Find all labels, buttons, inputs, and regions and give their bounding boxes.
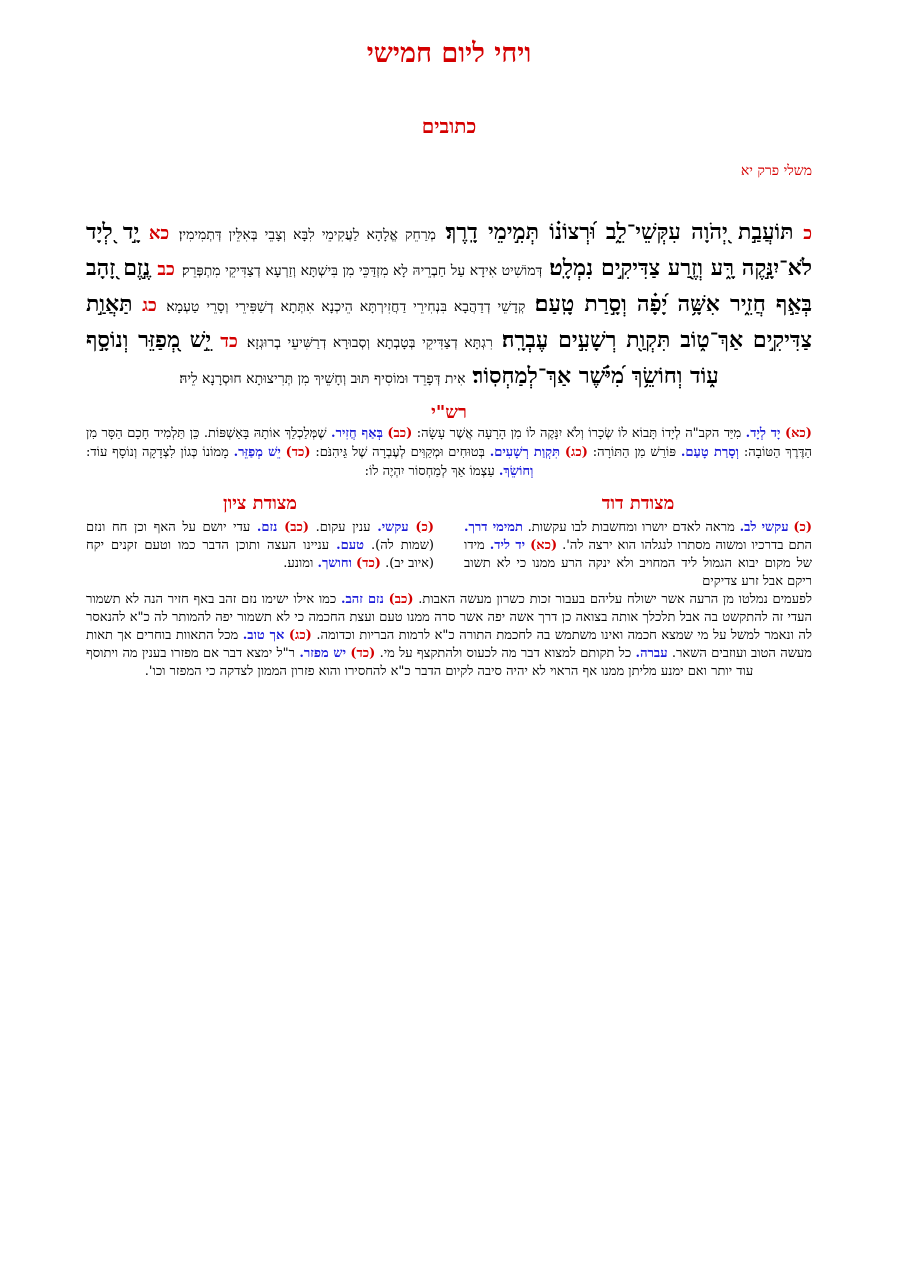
verse-number: כב [157, 259, 175, 280]
metzudat-zion-column [86, 493, 434, 591]
verse-hebrew: יֵ֣שׁ מְ֭פַזֵּר וְנוֹסָ֣ף ע֑וֹד וְחוֹשֵׂ֥ךְ מִ֝יֹּ֗שֶׁר אַךְ־לְמַחְסֽוֹר׃ [86, 327, 719, 389]
commentary-text: כמו אילו ישימו נזם זהב באף חזיר הנה לא תשמור העדי זה להתקשט בה אבל תלכלך אותה בצואה כן דרך אשה יפה אשר סרה ממנו טעם ועצת החכמה כי לא תשמור יפה להמותר לה כ"א להנאסר לה ונאמר למשל על מי שמצא חכמה ואינו משתמש בה לחכמת התורה כ"א לרמות הבריות וכדומה. [86, 592, 812, 643]
commentary-text: מכל התאוות בוחרים אך תאות מעשה הטוב ועוזבים השאר. [86, 628, 812, 661]
commentary-heading-word: וְחוֹשֵׂךְ. [498, 464, 534, 479]
metzudat-david-text [464, 519, 812, 591]
commentary-heading-word: בְּאַף חֲזִיר. [331, 426, 383, 441]
commentary-heading-word: נזם זהב. [340, 592, 384, 607]
commentary-heading-word: יד ליד. [489, 538, 526, 553]
metzudat-zion-heading: מצודת ציון [223, 493, 297, 514]
commentary-heading-word: עקשי לב. [739, 520, 789, 535]
commentary-heading-word: יָד לְיָד. [745, 426, 781, 441]
commentary-heading-word: נזם. [256, 520, 278, 535]
commentary-heading-word: עברה. [635, 646, 668, 661]
verse-targum: אִית דְּפָרֵד וּמוֹסִיף תּוּב וְחָשֵׁיךְ מִן תְּרִיצוּתָא חוּסְרָנָא לֵיהּ׃ [179, 371, 466, 387]
commentary-heading-word: תִּקְוַת רְשָׁעִים. [489, 445, 561, 460]
section-title: כתובים [421, 114, 477, 138]
commentary-heading-word: וחושך. [317, 556, 352, 571]
commentary-heading-word: אך טוב. [242, 628, 285, 643]
commentary-text: כל תקותם למצוא דבר מה לכעוס ולהתקצף על מי. [379, 646, 632, 661]
commentary-ref: (כ) [415, 520, 434, 535]
commentary-ref: (כג) [288, 628, 312, 643]
commentary-text: ענין עקום. [315, 520, 371, 535]
commentary-text: מִיַּד הקב"ה לְיָדוֹ תָּבוֹא לוֹ שְׂכָרוֹ וְלֹא יִנָּקֶה לוֹ מִן הָרָעָה אֲשֶׁר עָשָׂה: [416, 426, 742, 441]
verse-hebrew: תּוֹעֲבַ֣ת יְ֭הֹוָה עִקְּשֵׁי־לֵ֑ב וּ֝רְצוֹנ֗וֹ תְּמִ֣ימֵי דָֽרֶךְ׃ [445, 219, 794, 245]
verse-targum: דְּמוֹשִׁיט אִידָא עַל חַבְרֵיהּ לָא מִזְדַּכֵּי מִן בִּישְׁתָּא וְזַרְעָא דְצַדִּיקֵי מִתְפְּרֵק׃ [181, 263, 543, 279]
commentary-text: שֶׁמְּלַכְלֵךְ אוֹתָהּ בָּאַשְׁפּוֹת. כֵּן תַּלְמִיד חָכָם הַסָּר מִן הַדֶּרֶךְ הַטּוֹבָה: [86, 426, 812, 460]
commentary-text: ר"ל ימצא דבר אם מפזרו בענין מה ויתוסף עוד יותר ואם ימנע מליתן ממנו אף הראוי לא יהיה סיבה לקיום הדבר כ"א להחסירו והוא פזרון הממון לצדקה כי המפזר וכו'. [86, 646, 754, 679]
commentary-heading-word: טעם. [336, 538, 364, 553]
commentary-ref: (כד) [356, 556, 381, 571]
metzudat-david-continuation [86, 591, 812, 681]
verse-number: כא [148, 223, 170, 244]
commentary-heading-word: עקשי. [377, 520, 409, 535]
rashi-heading: רש"י [431, 402, 467, 423]
verse [179, 220, 812, 245]
commentary-heading-word: וְסָרַת טָעַם. [680, 445, 739, 460]
verse-hebrew: נֶ֣זֶם זָ֭הָב בְּאַ֣ף חֲזִ֑יר אִשָּׁ֥ה יָ֝פָ֗ה וְסָ֣רַת טָֽעַם׃ [86, 255, 812, 317]
commentary-text: ומונע. [283, 556, 314, 571]
metzudat-david-column [464, 493, 812, 591]
commentary-text: פּוֹרֵשׁ מִן הַתּוֹרָה: [592, 445, 677, 460]
verse-targum: רִגְתָּא דְצַדִּיקֵי בְּטָבְתָא וְסְבוּרָא דְרַשִּׁיעֵי בְרוּגְזָא׃ [246, 335, 493, 351]
commentary-text: מידו של מקום יבוא הגמול ליד המחויב ולא ינקה הרע ממנו כי לא תשוב ריקם אבל זרע צדיקים [464, 538, 812, 589]
page-title: ויחי ליום חמישי [366, 38, 532, 69]
rashi-commentary [86, 424, 812, 481]
commentary-ref: (כ) [793, 520, 812, 535]
chapter-label: משלי פרק יא [740, 163, 812, 179]
commentary-ref: (כב) [284, 520, 309, 535]
verse-targum: מְרַחֵק אֱלָהָא לַעֲקִימֵי לִבָּא וְצָבֵי בְּאִלֵּין דְּתְמִימִין׃ [178, 227, 436, 243]
verse-number: כג [142, 295, 157, 316]
commentary-ref: (כא) [784, 426, 812, 441]
commentary-text: בְּטוּחִים וּמְקַוִּים לְעֶבְרָה שֶׁל גֵּיהִנֹּם: [315, 445, 485, 460]
commentary-heading-word: תמימי דרך. [464, 520, 523, 535]
commentary-ref: (כב) [387, 426, 413, 441]
commentary-ref: (כא) [530, 538, 558, 553]
commentary-text: עדי יושם על האף וכן חח ונזם (שמות לה). [86, 520, 434, 553]
verse-targum: קְדָשֵׁי דְדַהֲבָא בִּנְחִירֵי דַחֲזִירְתָּא הֵיכְנָא אִתְּתָא דְשַׁפִּירֵי וְסָרֵי טַעְמָא׃ [166, 299, 526, 315]
commentary-text: התם בדרכיו ומשוה מסתרו לנגלהו הוא ירצה לה'. [562, 538, 813, 553]
commentary-heading-word: יש מפזר. [299, 646, 346, 661]
commentary-heading-word: יֵשׁ מְפַזֵּר. [233, 445, 281, 460]
verse-number: כד [220, 331, 238, 352]
commentary-text: מָמוֹנוֹ כְּגוֹן לִצְדָקָה וְנוֹסָף עוֹד: [86, 445, 229, 460]
commentary-ref: (כד) [350, 646, 376, 661]
commentary-ref: (כג) [564, 445, 588, 460]
verses-block [86, 216, 812, 396]
commentary-ref: (כד) [285, 445, 311, 460]
verse-number: כ [803, 223, 812, 244]
metzudat-david-heading: מצודת דוד [601, 493, 675, 514]
commentary-ref: (כב) [388, 592, 414, 607]
commentary-text: עניינו העצה ותוכן הדבר כמו וטעם זקנים יקח (איוב יב). [86, 538, 434, 571]
commentary-text: מראה לאדם יושרו ומחשבות לבו עקשות. [527, 520, 735, 535]
verse-hebrew: תַּאֲוַ֣ת צַדִּיקִ֣ים אַךְ־ט֑וֹב תִּקְוַ֖ת רְשָׁעִ֣ים עֶבְרָֽה׃ [86, 291, 812, 353]
verse-hebrew: יָ֣ד לְ֭יָד לֹא־יִנָּ֣קֶה רָּ֑ע וְזֶ֖רַע צַדִּיקִ֣ים נִמְלָֽט׃ [86, 219, 812, 281]
commentary-text: לפעמים נמלטו מן הרעה אשר ישולח עליהם בעבור זכות כשרון מעשה האבות. [418, 592, 812, 607]
commentary-columns [86, 493, 812, 591]
metzudat-zion-text [86, 519, 434, 573]
commentary-text: עַצְמוֹ אַךְ לְמַחְסוֹר יִהְיֶה לוֹ: [364, 464, 495, 479]
